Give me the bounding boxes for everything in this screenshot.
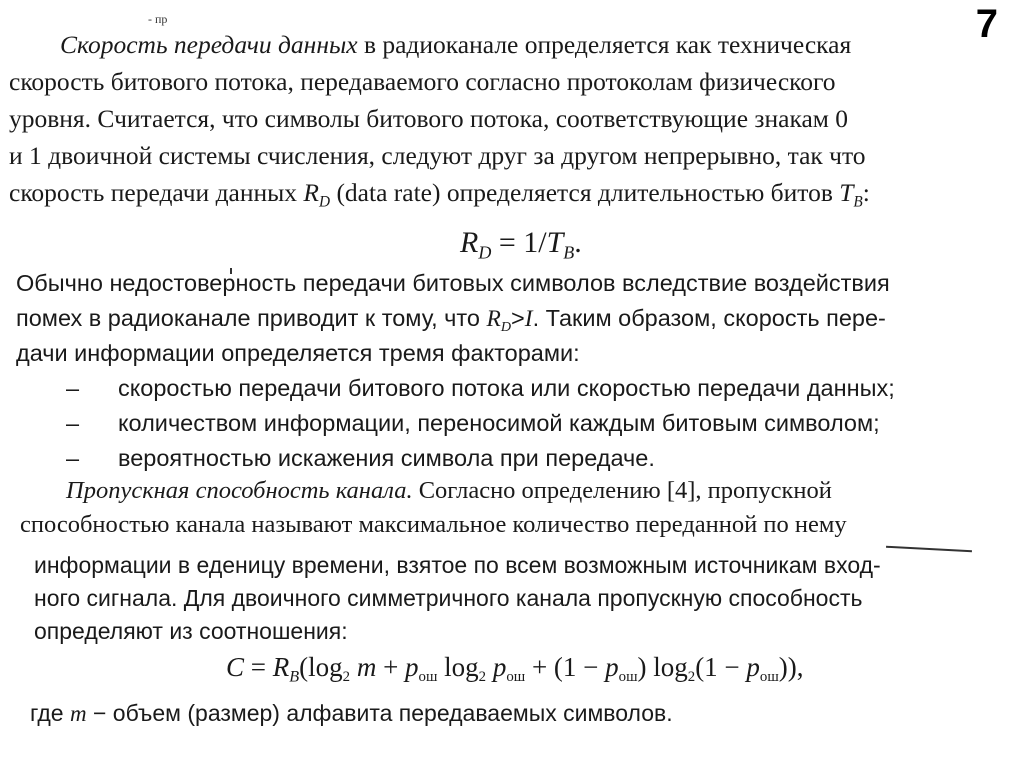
f2-p4-sub: ош [759, 669, 779, 686]
f2-lhs: C [226, 652, 245, 682]
where-text-a: где [30, 700, 70, 726]
p2-sub-d: D [500, 318, 512, 335]
p3-line-2: способностью канала называют максимальное количество переданной по нему [20, 511, 847, 538]
p2-line-2-text-a: помех в радиоканале приводит к тому, что [16, 305, 487, 331]
f1-sub-d: D [478, 242, 492, 263]
p1-line-5-text-a: скорость передачи данных [9, 178, 304, 207]
p3-line-1-text: Согласно определению [4], пропускной [412, 477, 832, 504]
list-dash: – [66, 410, 80, 436]
f1-sub-b: B [563, 242, 575, 263]
f2-close-2: )), [778, 652, 804, 682]
list-item [66, 408, 880, 438]
p1-line-3: уровня. Считается, что символы битового потока, соответствующие знакам 0 [9, 104, 849, 133]
list-item-text: количеством информации, переносимой каждым битовым символом; [118, 410, 880, 436]
f2-m: m [350, 652, 377, 682]
f2-p4: p [746, 652, 760, 682]
formula-capacity [226, 652, 804, 687]
f2-r: R [272, 652, 290, 682]
f2-p3: p [605, 652, 619, 682]
f1-var-r: R [460, 226, 479, 259]
f1-mid: = 1/ [491, 226, 547, 259]
f2-p2-sub: ош [506, 669, 526, 686]
page-number: 7 [975, 2, 998, 46]
sub-b: B [853, 193, 863, 211]
list-item [66, 373, 895, 403]
p1-line-5-end: : [862, 178, 870, 207]
list-item [66, 443, 655, 473]
f2-log-sub-1: 2 [342, 669, 351, 686]
list-item-text: скоростью передачи битового потока или скоростью передачи данных; [118, 375, 895, 401]
f2-p2: p [486, 652, 507, 682]
f2-p1: p [405, 652, 419, 682]
p3-line-4: ного сигнала. Для двоичного симметричного канала пропускную способность [34, 585, 863, 611]
p1-line-1-text: в радиоканале определяется как техническая [357, 30, 852, 59]
f2-open-2: (1 − [695, 652, 747, 682]
p3-line-1 [66, 476, 832, 506]
p2-line-1: Обычно недостоверность передачи битовых символов вследствие воздействия [16, 270, 890, 296]
list-item-text: вероятностью искажения символа при передаче. [118, 445, 655, 471]
p1-line-5-text-b: (data rate) определяется длительностью битов [330, 178, 840, 207]
f2-open: (log [299, 652, 343, 682]
p3-line-5: определяют из соотношения: [34, 618, 348, 644]
scan-stroke [886, 546, 972, 552]
where-line [30, 698, 673, 729]
p2-line-2 [16, 303, 886, 342]
p1-line-1 [60, 30, 851, 60]
f1-var-t: T [546, 226, 564, 259]
where-text-b: − объем (размер) алфавита передаваемых символов. [86, 700, 673, 726]
list-dash: – [66, 375, 80, 401]
f2-log-sub-3: 2 [687, 669, 696, 686]
p1-line-5 [9, 178, 870, 217]
formula-data-rate [460, 226, 582, 263]
p2-gt: > [511, 305, 525, 331]
sub-d: D [319, 193, 331, 211]
where-var-m: m [69, 701, 87, 726]
p2-line-2-text-c: . Таким образом, скорость пере- [532, 305, 886, 331]
var-t: T [839, 178, 854, 207]
p2-var-r: R [486, 306, 501, 332]
f2-p1-sub: ош [418, 669, 438, 686]
term-channel-capacity: Пропускная способность канала. [66, 477, 413, 504]
p3-line-3: информации в еденицу времени, взятое по всем возможным источникам вход- [34, 552, 881, 578]
p2-var-i: I [524, 306, 533, 332]
f2-log-2: log [437, 652, 479, 682]
p1-line-2: скорость битового потока, передаваемого согласно протоколам физического [9, 67, 836, 96]
term-data-rate: Скорость передачи данных [60, 30, 358, 59]
top-fragment: - пр [148, 12, 168, 26]
p2-line-3: дачи информации определяется тремя факторами: [16, 340, 580, 366]
f2-r-sub: B [289, 667, 300, 686]
f1-end: . [574, 226, 582, 259]
p1-line-4: и 1 двоичной системы счисления, следуют друг за другом непрерывно, так что [9, 141, 866, 170]
f2-eq: = [244, 652, 273, 682]
f2-p3-sub: ош [618, 669, 638, 686]
f2-log-sub-2: 2 [478, 669, 487, 686]
f2-plus-2: + (1 − [525, 652, 606, 682]
list-dash: – [66, 445, 80, 471]
f2-plus: + [376, 652, 406, 682]
f2-close-1: ) log [637, 652, 688, 682]
var-r: R [303, 178, 319, 207]
